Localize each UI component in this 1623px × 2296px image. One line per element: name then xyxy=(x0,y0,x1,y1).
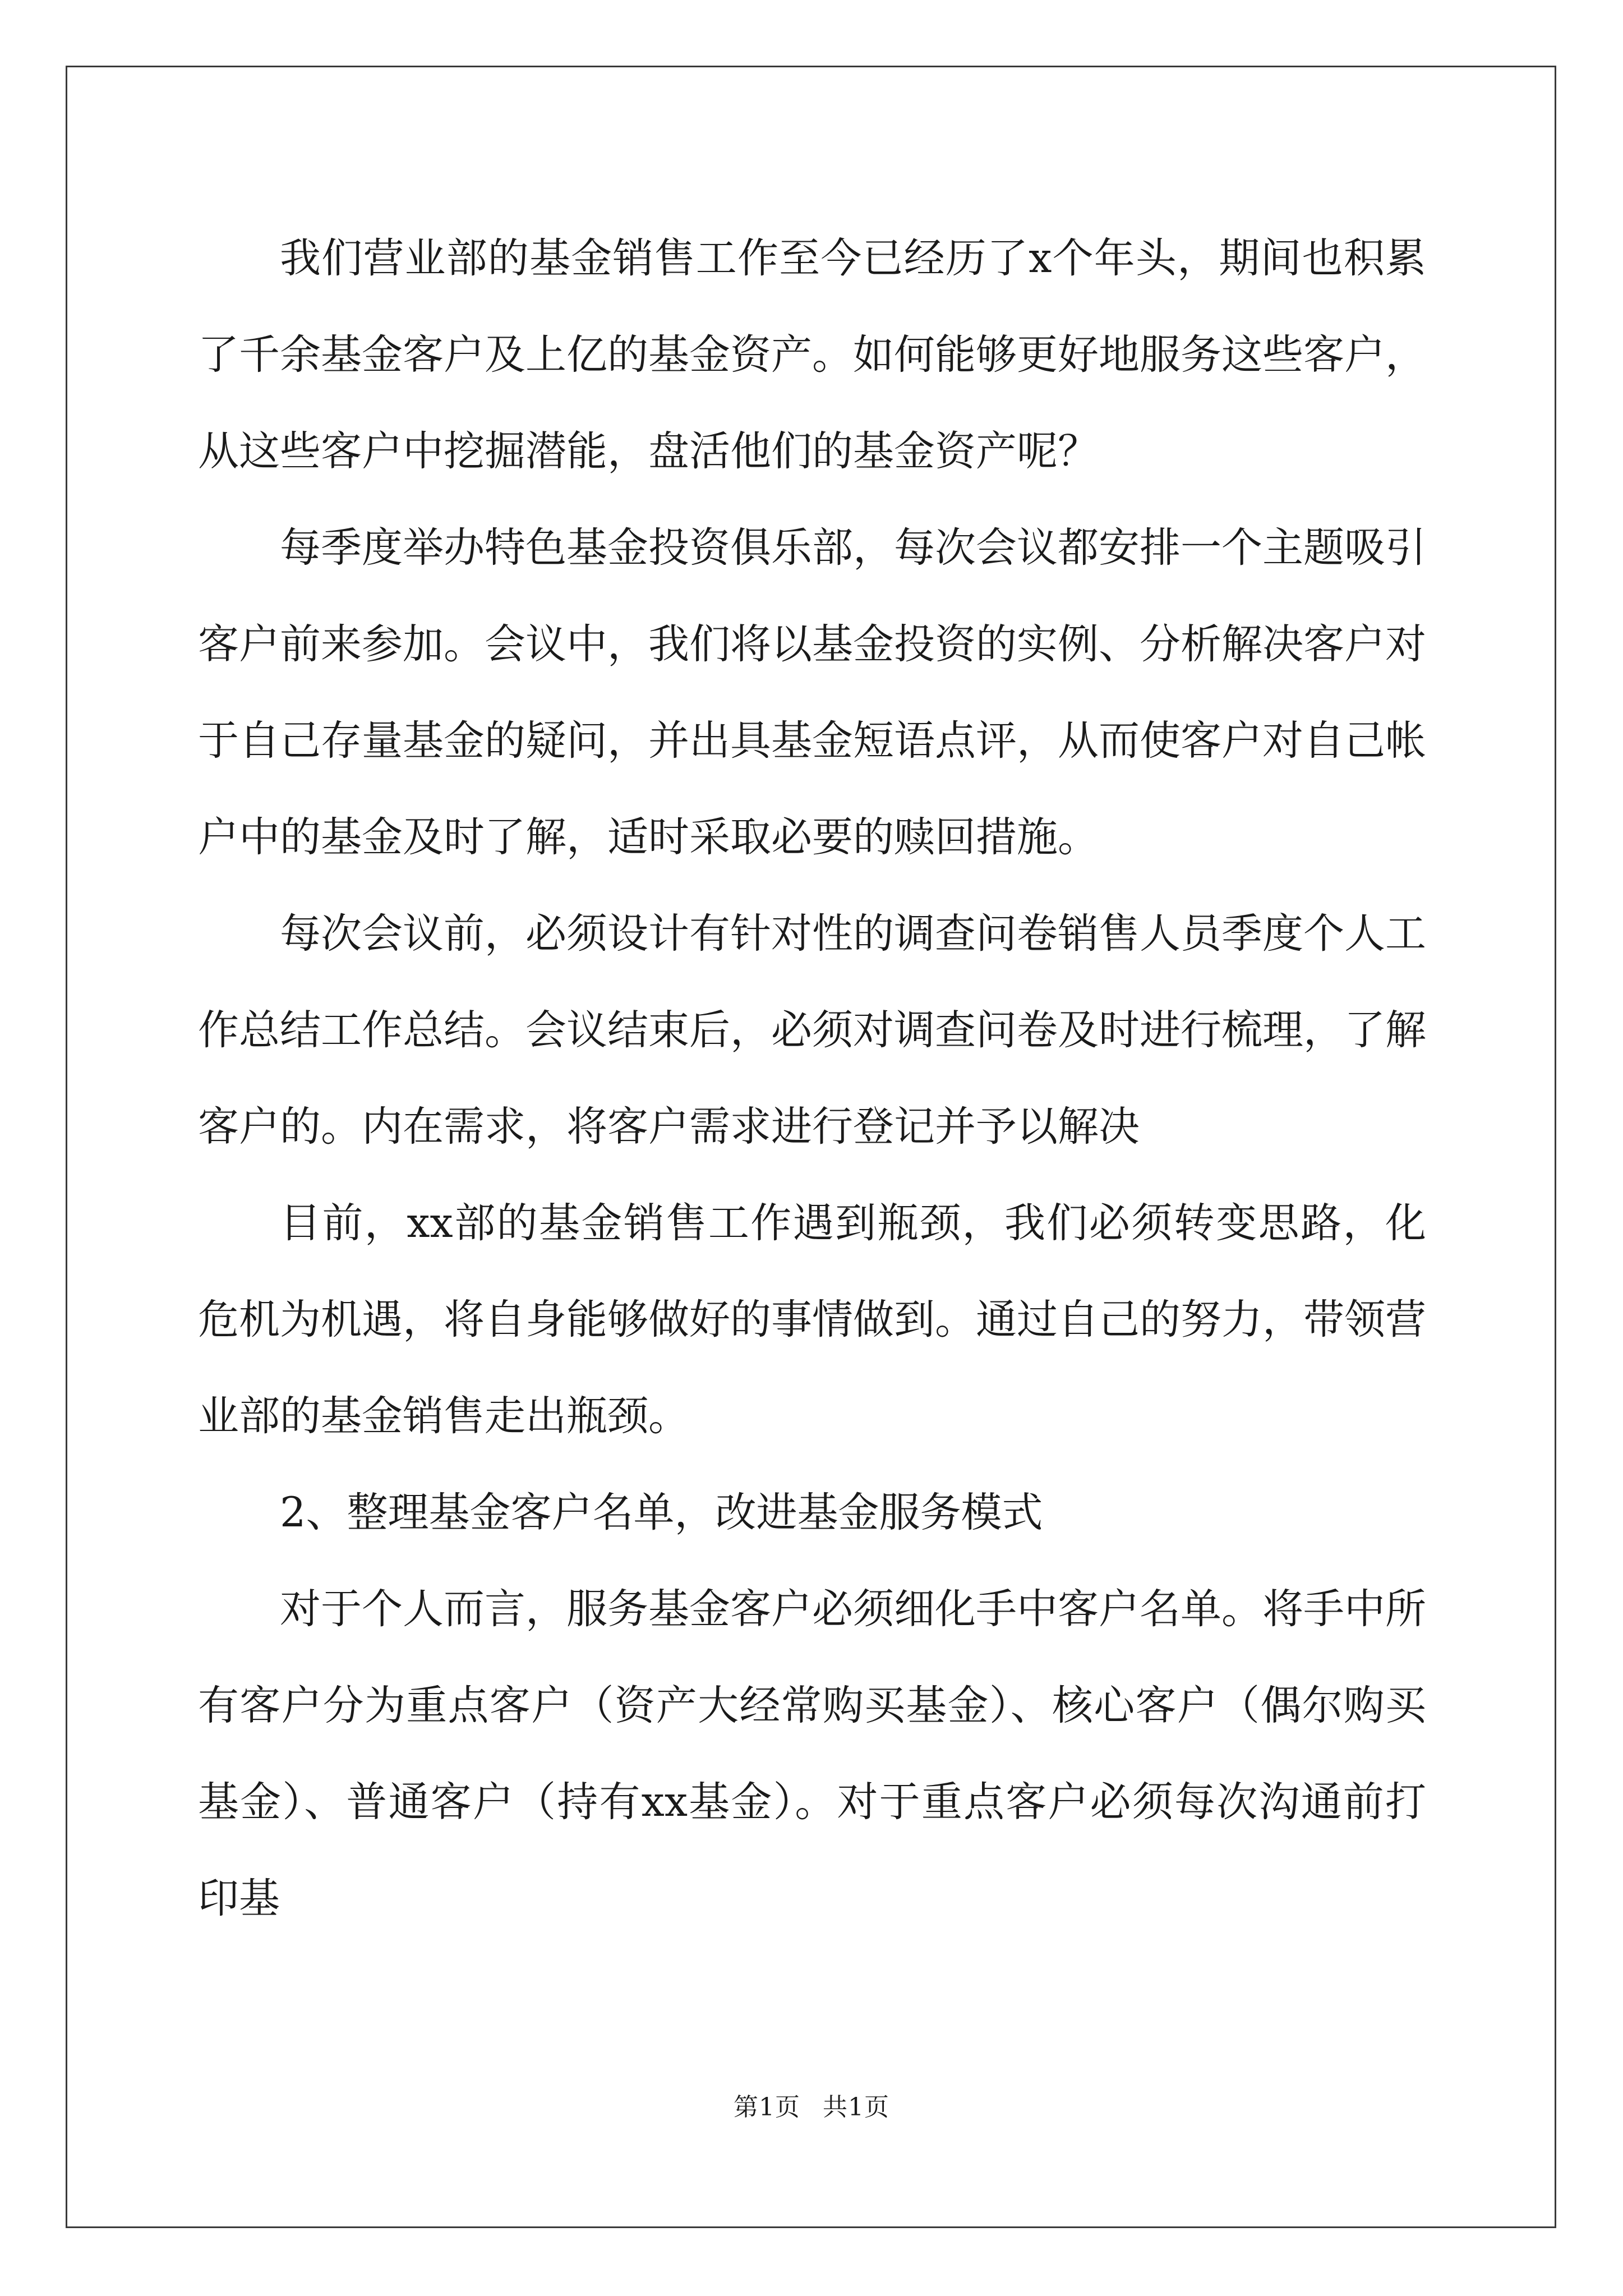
paragraph: 我们营业部的基金销售工作至今已经历了x个年头，期间也积累了千余基金客户及上亿的基金资产。如何能够更好地服务这些客户，从这些客户中挖掘潜能，盘活他们的基金资产呢？ xyxy=(198,234,1426,475)
paragraph: 每季度举办特色基金投资俱乐部，每次会议都安排一个主题吸引客户前来参加。会议中，我们将以基金投资的实例、分析解决客户对于自己存量基金的疑问，并出具基金短语点评，从而使客户对自己帐户中的基金及时了解，适时采取必要的赎回措施。 xyxy=(198,524,1426,861)
page-total: 共1页 xyxy=(823,2093,889,2122)
paragraph: 每次会议前，必须设计有针对性的调查问卷销售人员季度个人工作总结工作总结。会议结束后，必须对调查问卷及时进行梳理，了解客户的。内在需求，将客户需求进行登记并予以解决 xyxy=(198,910,1426,1151)
paragraph: 目前，xx部的基金销售工作遇到瓶颈，我们必须转变思路，化危机为机遇，将自身能够做好的事情做到。通过自己的努力，带领营业部的基金销售走出瓶颈。 xyxy=(198,1199,1426,1440)
page-footer xyxy=(0,2087,1623,2123)
document-body xyxy=(198,210,1426,1947)
page-number: 第1页 xyxy=(734,2093,800,2122)
paragraph: 对于个人而言，服务基金客户必须细化手中客户名单。将手中所有客户分为重点客户（资产大经常购买基金）、核心客户（偶尔购买基金）、普通客户（持有xx基金）。对于重点客户必须每次沟通前打印基 xyxy=(198,1585,1426,1922)
section-heading: 2、整理基金客户名单，改进基金服务模式 xyxy=(280,1489,1043,1536)
